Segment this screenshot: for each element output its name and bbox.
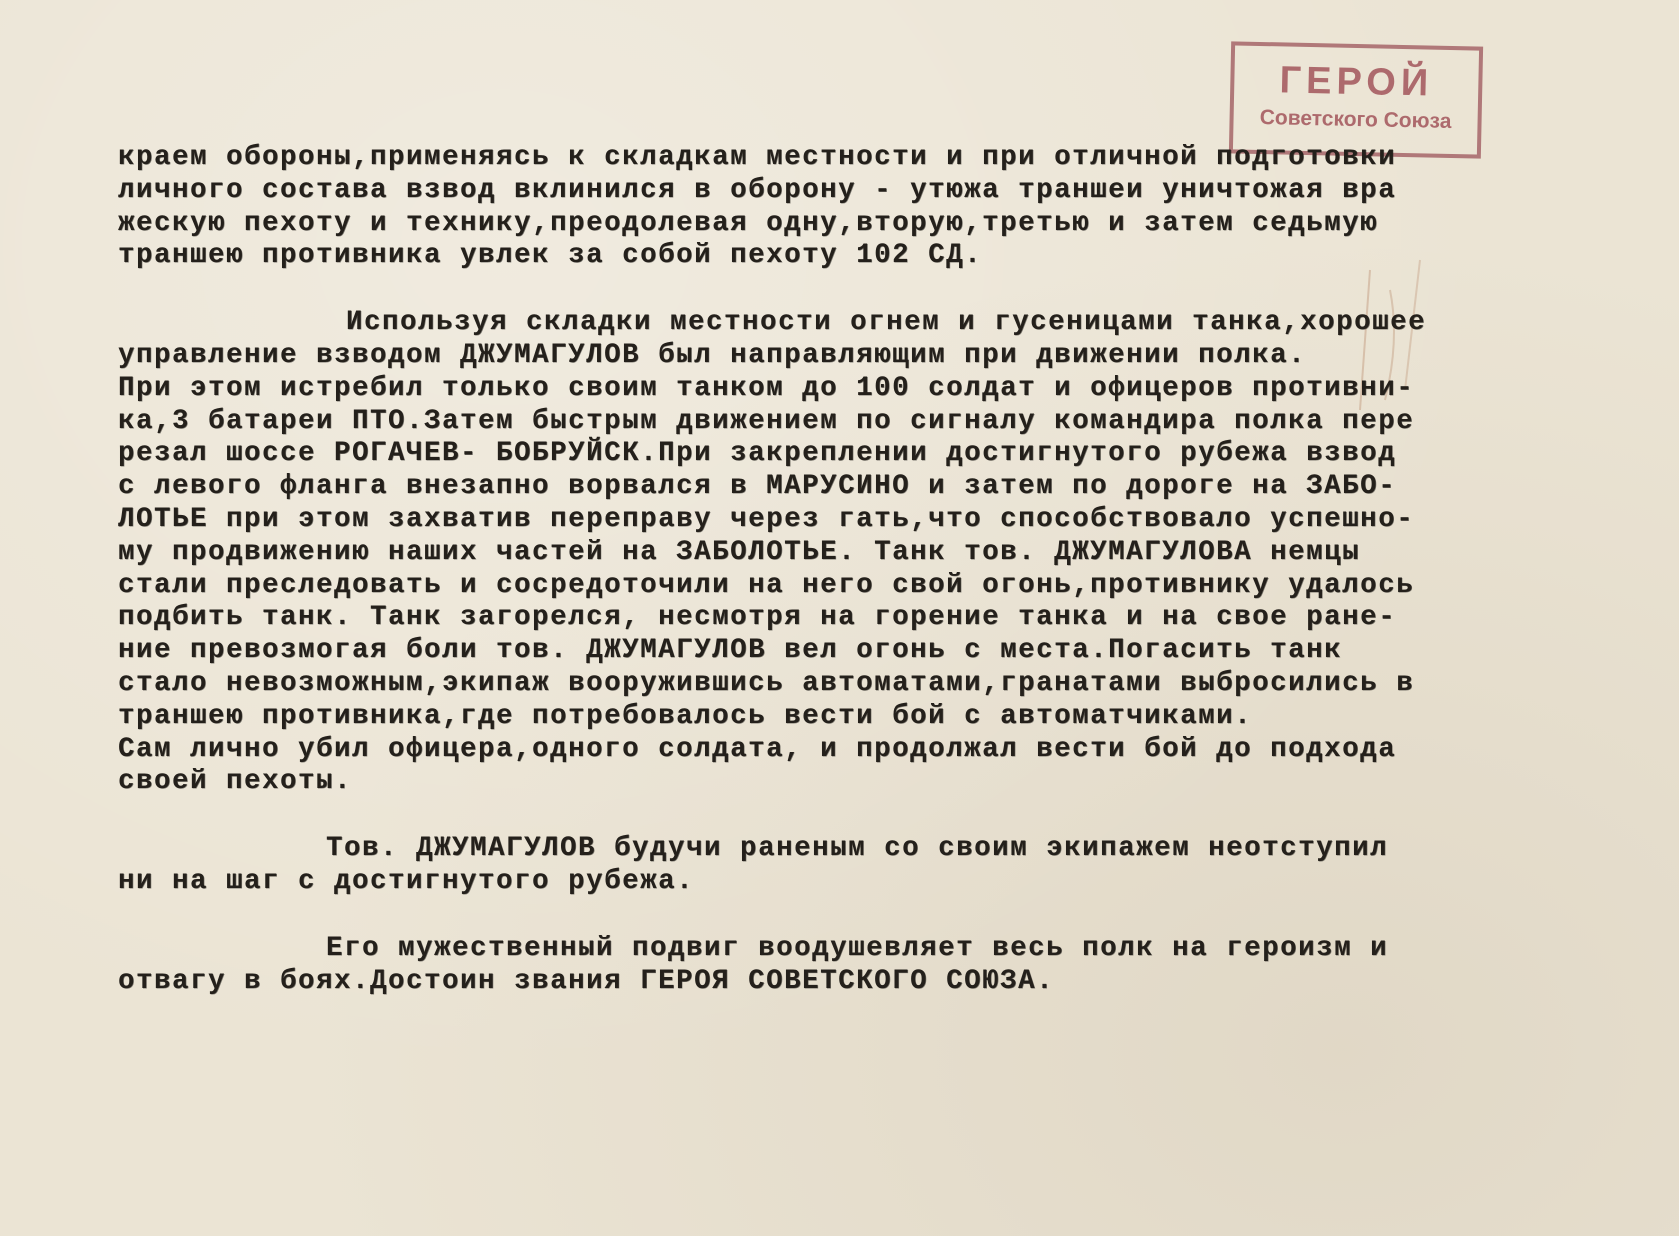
paragraph-3 [118, 833, 1598, 899]
text-line: траншею противника,где потребовалось вести бой с автоматчиками. [118, 700, 1253, 732]
text-line: отвагу в боях.Достоин звания ГЕРОЯ СОВЕТСКОГО СОЮЗА. [118, 965, 1055, 997]
text-line: траншею противника увлек за собой пехоту 102 СД. [118, 240, 983, 272]
text-line: му продвижению наших частей на ЗАБОЛОТЬЕ. Танк тов. ДЖУМАГУЛОВА немцы [118, 536, 1361, 568]
text-line: резал шоссе РОГАЧЕВ- БОБРУЙСК.При закреплении достигнутого рубежа взвод [118, 438, 1397, 470]
text-line: Используя складки местности огнем и гусеницами танка,хорошее [346, 307, 1427, 339]
paragraph-gap [118, 273, 1598, 307]
paragraph-2 [118, 307, 1598, 799]
text-line: Его мужественный подвиг воодушевляет весь полк на героизм и [326, 932, 1389, 964]
paragraph-4 [118, 933, 1598, 999]
text-line: краем обороны,применяясь к складкам местности и при отличной подготовки [118, 142, 1397, 173]
text-line: ние превозмогая боли тов. ДЖУМАГУЛОВ вел огонь с места.Погасить танк [118, 635, 1343, 667]
text-line: с левого фланга внезапно ворвался в МАРУСИНО и затем по дороге на ЗАБО- [118, 471, 1397, 503]
text-line: стало невозможным,экипаж вооружившись автоматами,гранатами выбросились в [118, 667, 1415, 699]
text-line: Сам лично убил офицера,одного солдата, и продолжал вести бой до подхода [118, 733, 1397, 765]
text-line: управление взводом ДЖУМАГУЛОВ был направляющим при движении полка. [118, 339, 1307, 371]
text-line: подбить танк. Танк загорелся, несмотря на горение танка и на свое ране- [118, 602, 1397, 634]
text-line: личного состава взвод вклинился в оборону - утюжа траншеи уничтожая вра [118, 174, 1397, 206]
stamp-title: ГЕРОЙ [1279, 59, 1434, 105]
paragraph-gap [118, 899, 1598, 933]
text-line: жескую пехоту и технику,преодолевая одну,вторую,третью и затем седьмую [118, 207, 1379, 239]
stamp-subtitle: Советского Союза [1259, 105, 1452, 134]
paragraph-gap [118, 799, 1598, 833]
text-line: Тов. ДЖУМАГУЛОВ будучи раненым со своим экипажем неотступил [326, 833, 1389, 865]
text-line: ни на шаг с достигнутого рубежа. [118, 865, 695, 897]
text-line: стали преследовать и сосредоточили на него свой огонь,противнику удалось [118, 569, 1415, 601]
text-line: ка,3 батареи ПТО.Затем быстрым движением по сигналу командира полка пере [118, 405, 1415, 437]
text-line: При этом истребил только своим танком до 100 солдат и офицеров противни- [118, 372, 1415, 404]
text-line: ЛОТЬЕ при этом захватив переправу через гать,что способствовало успешно- [118, 503, 1415, 535]
typed-text-body [118, 142, 1598, 998]
paragraph-1 [118, 142, 1598, 273]
text-line: своей пехоты. [118, 766, 353, 798]
